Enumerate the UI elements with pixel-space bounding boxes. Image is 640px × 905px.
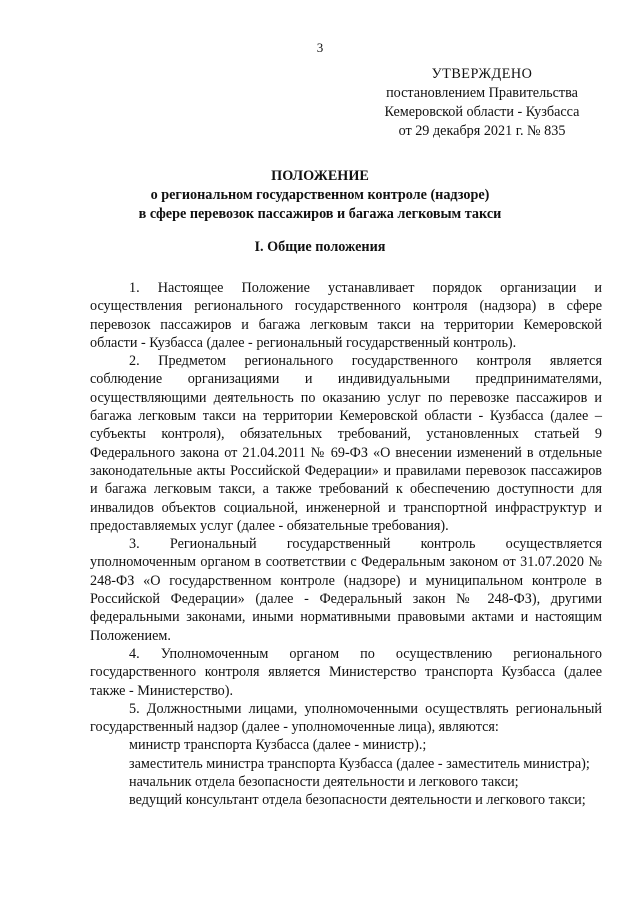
document-body: [90, 279, 602, 810]
list-item: заместитель министра транспорта Кузбасса (далее - заместитель министра);: [129, 755, 590, 772]
approval-stamp: [357, 65, 607, 141]
document-subtitle: в сфере перевозок пассажиров и багажа легковым такси: [138, 206, 502, 222]
paragraph: 4. Уполномоченным органом по осуществлению регионального государственного контроля является Министерство транспорта Кузбасса (далее также - Министерство).: [90, 645, 602, 699]
paragraph: 5. Должностными лицами, уполномоченными осуществлять региональный государственный надзор (далее - уполномоченные лица), являются:: [90, 700, 602, 736]
approval-line: постановлением Правительства: [386, 85, 578, 101]
approval-line: от 29 декабря 2021 г. № 835: [398, 123, 566, 139]
page-number: 3: [316, 40, 324, 55]
paragraph: 2. Предметом регионального государственного контроля является соблюдение организациями и индивидуальными предпринимателями, осуществляющими деятельность по оказанию услуг по перевозке пассажиров и багажа легковым такси на территории Кемеровской области - Кузбасса (далее – субъекты контроля), обязательных требований, установленных статьей 9 Федерального закона от 21.04.2011 № 69-ФЗ «О внесении изменений в отдельные законодательные акты Российской Федерации» и правилами перевозок пассажиров и багажа легковым такси, а также требований к обеспечению доступности для инвалидов объектов социальной, инженерной и транспортной инфраструктур и предоставляемых услуг (далее - обязательные требования).: [90, 353, 602, 534]
paragraph: 3. Региональный государственный контроль осуществляется уполномоченным органом в соответствии с Федеральным законом от 31.07.2020 № 248-ФЗ «О государственном контроле (надзоре) и муниципальном контроле в Российской Федерации» (далее - Федеральный закон № 248-ФЗ), другими федеральными законами, иными нормативными правовыми актами и настоящим Положением.: [90, 536, 602, 644]
document-subtitle: о региональном государственном контроле (надзоре): [150, 187, 490, 203]
approval-title: УТВЕРЖДЕНО: [431, 66, 533, 82]
document-title-main: ПОЛОЖЕНИЕ: [271, 168, 369, 184]
list-item: министр транспорта Кузбасса (далее - министр).;: [129, 737, 427, 754]
document-title: [60, 167, 580, 224]
approval-line: Кемеровской области - Кузбасса: [384, 104, 580, 120]
paragraph: 1. Настоящее Положение устанавливает порядок организации и осуществления регионального государственного контроля (надзора) в сфере перевозок пассажиров и багажа легковым такси на территории Кемеровской области - Кузбасса (далее - региональный государственный контроль).: [90, 280, 602, 351]
list-item: ведущий консультант отдела безопасности деятельности и легкового такси;: [129, 792, 586, 809]
list-item: начальник отдела безопасности деятельности и легкового такси;: [129, 774, 519, 791]
section-heading: I. Общие положения: [254, 239, 386, 255]
